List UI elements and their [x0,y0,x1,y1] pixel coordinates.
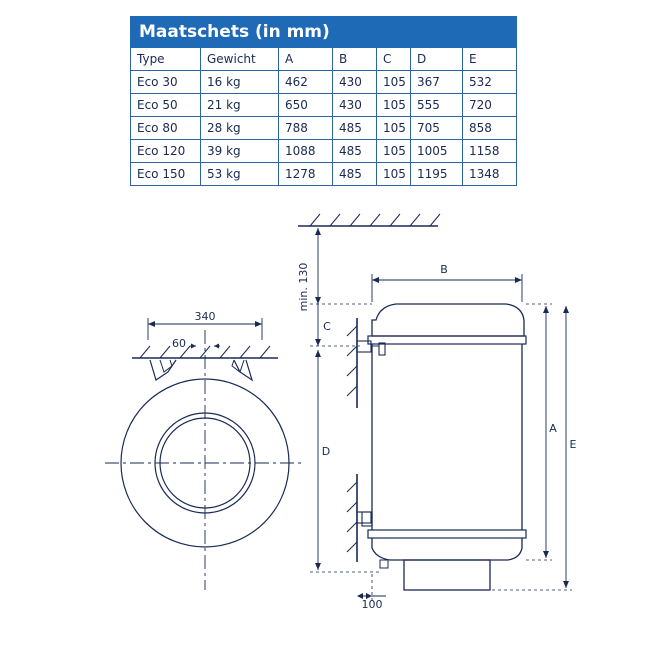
table-cell: 105 [377,140,411,163]
table-cell: 430 [333,71,377,94]
table-cell: 555 [411,94,463,117]
header-c: C [377,48,411,71]
header-e: E [463,48,517,71]
header-a: A [279,48,333,71]
table-cell: 21 kg [201,94,279,117]
table-cell: Eco 30 [131,71,201,94]
table-cell: 462 [279,71,333,94]
table-title: Maatschets (in mm) [131,17,517,48]
table-cell: 705 [411,117,463,140]
dim-min130-label: min. 130 [297,262,310,312]
table-cell: 105 [377,117,411,140]
table-cell: Eco 50 [131,94,201,117]
table-cell: 1195 [411,163,463,186]
table-cell: 39 kg [201,140,279,163]
table-cell: 485 [333,140,377,163]
header-weight: Gewicht [201,48,279,71]
table-cell: 532 [463,71,517,94]
header-d: D [411,48,463,71]
dim-b-label: B [440,263,448,276]
dim-100-label: 100 [361,598,383,611]
table-cell: 485 [333,163,377,186]
table-cell: 1278 [279,163,333,186]
table-cell: 16 kg [201,71,279,94]
table-cell: 720 [463,94,517,117]
table-cell: 430 [333,94,377,117]
table-cell: Eco 80 [131,117,201,140]
table-cell: 650 [279,94,333,117]
dim-340-label: 340 [194,310,216,323]
table-cell: 105 [377,163,411,186]
table-cell: 53 kg [201,163,279,186]
dim-e-label: E [569,438,577,451]
table-cell: 1348 [463,163,517,186]
dim-c-label: C [323,320,331,333]
dim-a-label: A [549,422,557,435]
dim-60-label: 60 [172,337,186,350]
table-cell: Eco 120 [131,140,201,163]
side-view [298,214,572,604]
table-cell: 858 [463,117,517,140]
table-cell: 485 [333,117,377,140]
table-cell: Eco 150 [131,163,201,186]
table-cell: 1088 [279,140,333,163]
dim-d-label: D [321,445,331,458]
table-cell: 105 [377,94,411,117]
table-cell: 1005 [411,140,463,163]
table-cell: 788 [279,117,333,140]
top-view [105,318,305,590]
table-cell: 1158 [463,140,517,163]
header-type: Type [131,48,201,71]
table-cell: 28 kg [201,117,279,140]
header-b: B [333,48,377,71]
table-cell: 367 [411,71,463,94]
table-cell: 105 [377,71,411,94]
